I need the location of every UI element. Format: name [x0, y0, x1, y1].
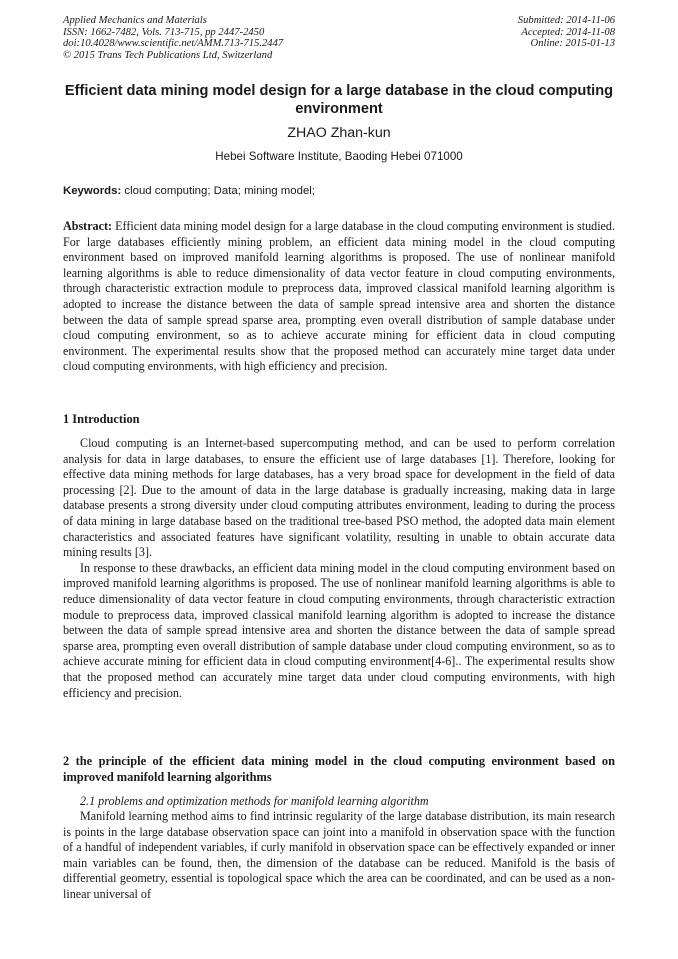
keywords-label: Keywords:: [63, 185, 122, 197]
abstract: [63, 219, 615, 375]
online-date: Online: 2015-01-13: [530, 38, 615, 50]
journal-copyright: © 2015 Trans Tech Publications Ltd, Switzerland: [63, 49, 273, 61]
paragraph: In response to these drawbacks, an efficient data mining model in the cloud computing environment based on improved manifold learning algorithms is proposed. The use of nonlinear manifold learning algorithms is able to reduce dimensionality of data vector feature in cloud computing environments, through characteristic extraction module to preprocess data, improved classical manifold learning algorithm is adopted to increase the distance between the data of sample spread intensive area and shorten the distance between the data of sample spread sparse area, prompting even overall distribution of sample database under cloud computing environment, so as to achieve accurate mining for efficient data in cloud computing environment[4-6].. The experimental results show that the proposed method can accurately mine target data under cloud computing environments, with high efficiency and precision.: [63, 560, 615, 700]
journal-doi: doi:10.4028/www.scientific.net/AMM.713-715.2447: [63, 38, 284, 50]
keywords: [63, 184, 615, 198]
accepted-date: Accepted: 2014-11-08: [521, 26, 615, 38]
keywords-text: cloud computing; Data; mining model;: [121, 185, 315, 197]
subsection-heading: 2.1 problems and optimization methods for manifold learning algorithm: [80, 794, 429, 808]
section-introduction: [63, 436, 615, 701]
journal-name: Applied Mechanics and Materials: [63, 15, 207, 26]
paper-author: ZHAO Zhan-kun: [287, 125, 391, 141]
section-heading-principle: 2 the principle of the efficient data mining model in the cloud computing environment based on improved manifold learning algorithms: [63, 754, 615, 784]
journal-header-right: [518, 15, 615, 50]
author-affiliation: Hebei Software Institute, Baoding Hebei 071000: [215, 150, 463, 163]
paragraph: Cloud computing is an Internet-based supercomputing method, and can be used to perform correlation analysis for data in large databases, to ensure the efficient use of large databases [1]. Therefore, looking for effective data mining methods for large databases, has a very broad space for development in the field of data processing [2]. Due to the amount of data in the large database is gradually increasing, making data in large database presents a strong diversity under cloud computing attributes environment, leading to during the process of data mining in large database based on the traditional tree-based PSO method, the adopted data main element characteristics and associated features have significant volatility, resulting in unable to obtain accurate data mining results [3].: [63, 436, 615, 560]
journal-header-left: [63, 15, 283, 61]
paper-title: Efficient data mining model design for a large database in the cloud computing environment: [64, 83, 614, 117]
submitted-date: Submitted: 2014-11-06: [517, 15, 615, 26]
abstract-text: Efficient data mining model design for a large database in the cloud computing environment is studied. For large databases efficiently mining problem, an efficient data mining model in the cloud computing environment based on improved manifold learning algorithms is proposed. The use of nonlinear manifold learning algorithms is able to reduce dimensionality of data vector feature in cloud computing environments, through characteristic extraction module to preprocess data, improved classical manifold learning algorithm is adopted to increase the distance between the data of sample spread intensive area and shorten the distance between the data of sample spread sparse area, prompting even overall distribution of sample database under cloud computing environment, so as to achieve accurate mining for efficient data in cloud computing environment. The experimental results show that the proposed method can accurately mine target data under cloud computing environments, with high efficiency and precision.: [63, 219, 615, 374]
abstract-label: Abstract:: [63, 219, 113, 233]
journal-issn: ISSN: 1662-7482, Vols. 713-715, pp 2447-2450: [63, 26, 265, 38]
section-heading-introduction: 1 Introduction: [63, 412, 140, 426]
paragraph: Manifold learning method aims to find intrinsic regularity of the large database distribution, its main research is points in the large database observation space can joint into a manifold in observation space with the function of a handful of independent variables, if curly manifold in observation space can be effectively expanded or inner main variables can be found, then, the dimension of the database can be reduced. Manifold is the basis of differential geometry, essential is topological space which the area can be coordinated, and can be used as a non-linear universal of: [63, 809, 615, 901]
section-principle: [63, 809, 615, 903]
